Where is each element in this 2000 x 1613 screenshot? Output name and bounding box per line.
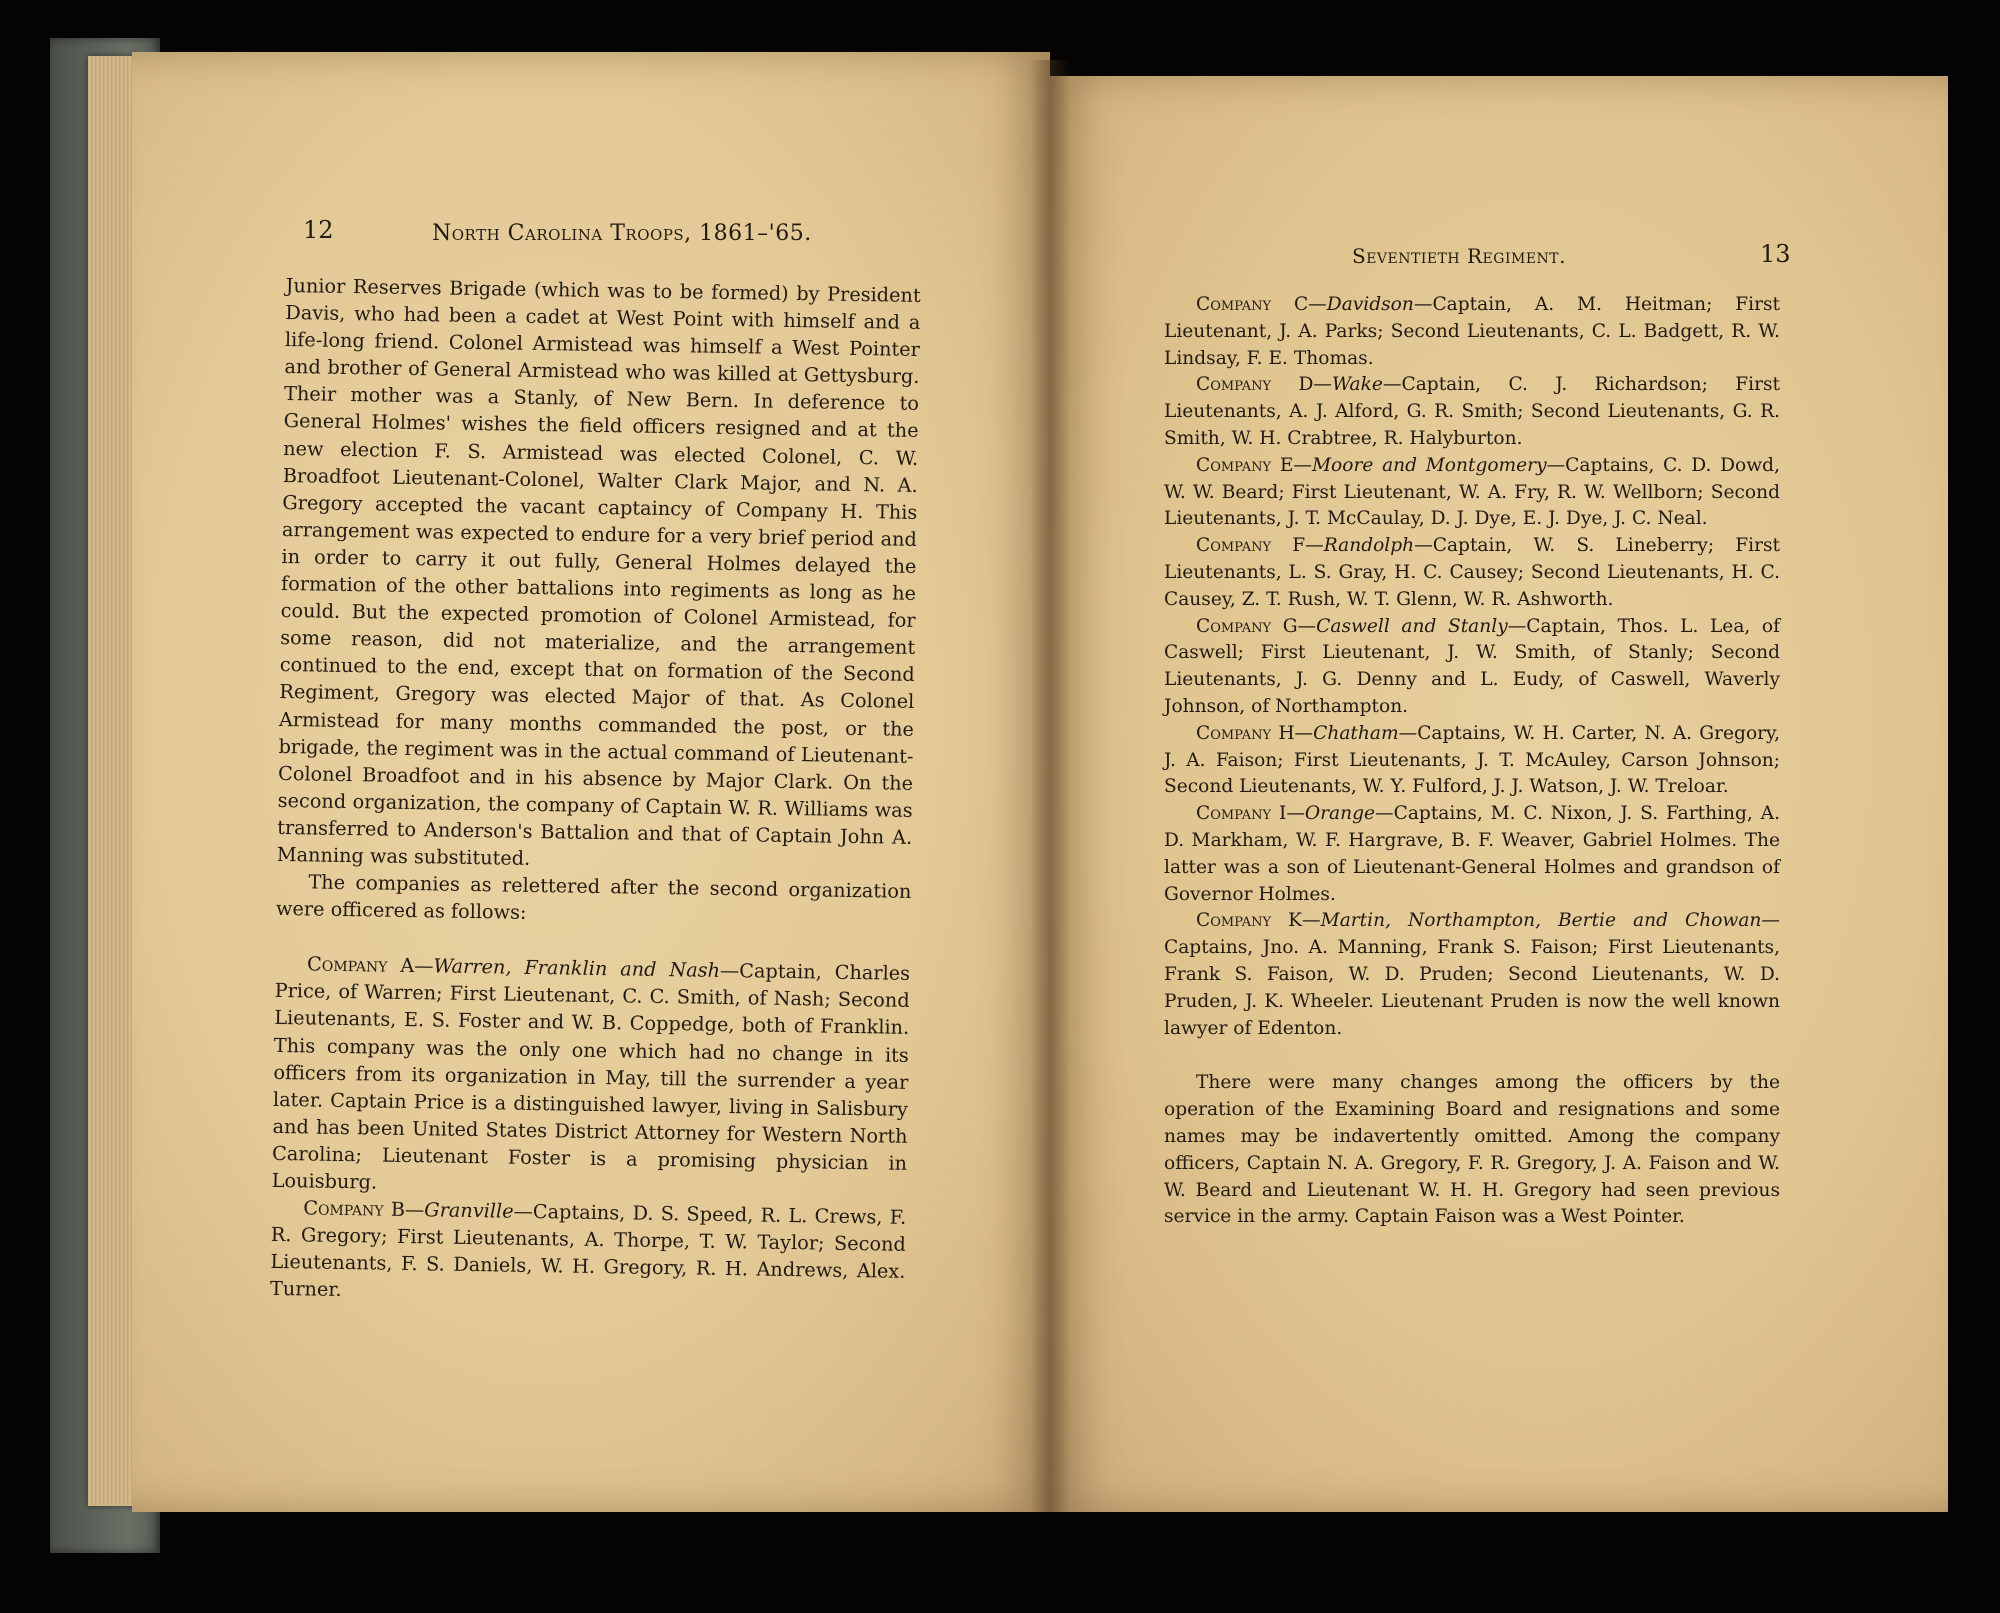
closing-paragraph: There were many changes among the officers by the operation of the Examining Board and resignations and some names may be indavertently omitted. Among the company officers, Captain N. A. Gregory, F. R. Gregory, J. A. Faison and W. W. Beard and Lieutenant W. H. H. Gregory had seen previous service in the army. Captain Faison was a West Pointer.	[1164, 1072, 1780, 1228]
company-county: Orange	[1304, 803, 1376, 825]
right-page-body	[1164, 292, 1780, 1231]
company-label: Company	[1196, 910, 1272, 932]
company-letter: E—	[1279, 454, 1313, 476]
company-label: Company	[1196, 722, 1272, 744]
company-county: Chatham	[1313, 722, 1399, 744]
company-county: Davidson	[1326, 294, 1414, 315]
company-entry-c	[1164, 292, 1780, 372]
company-letter: D—	[1298, 374, 1333, 396]
right-running-title: Seventieth Regiment.	[1352, 244, 1566, 268]
company-entry-a	[272, 950, 911, 1204]
company-officers: —Captains, M. C. Nixon, J. S. Farthing, A. D. Markham, W. F. Hargrave, B. F. Weaver, Gabriel Holmes. The latter was a son of Lieutenant-General Holmes and grandson of Governor Holmes.	[1164, 803, 1780, 905]
company-label: Company	[1196, 374, 1272, 396]
company-county: Moore and Montgomery	[1312, 454, 1547, 476]
company-entry-b	[270, 1194, 907, 1312]
paragraph: Junior Reserves Brigade (which was to be formed) by President Davis, who had been a cadet at West Point with himself and a life-long friend. Colonel Armistead was himself a West Pointer and brother of General Armistead who was killed at Gettysburg. Their mother was a Stanly, of New Bern. In deference to General Holmes' wishes the field officers resigned and at the new election F. S. Armistead was elected Colonel, C. W. Broadfoot Lieutenant-Colonel, Walter Clark Major, and N. A. Gregory accepted the vacant captaincy of Company H. This arrangement was expected to endure for a very brief period and in order to carry it out fully, General Holmes delayed the formation of the other battalions into regiments as long as he could. But the expected promotion of Colonel Armistead, for some reason, did not materialize, and the arrangement continued to the end, except that on formation of the Second Regiment, Gregory was elected Major of that. As Colonel Armistead for many months commanded the post, or the brigade, the regiment was in the actual command of Lieutenant-Colonel Broadfoot and in his absence by Major Clark. On the second organization, the company of Captain W. R. Williams was transferred to Anderson's Battalion and that of Captain John A. Manning was substituted.	[276, 273, 921, 870]
company-county: Caswell and Stanly	[1316, 615, 1508, 637]
company-entry-f	[1164, 533, 1780, 613]
company-county: Warren, Franklin and Nash	[433, 954, 721, 983]
company-county: Randolph	[1323, 535, 1415, 557]
company-letter: G—	[1282, 615, 1317, 637]
company-letter: B—	[390, 1197, 425, 1222]
company-label: Company	[1196, 615, 1272, 637]
company-label: Company	[303, 1196, 384, 1221]
company-officers: —Captains, C. D. Dowd, W. W. Beard; First Lieutenant, W. A. Fry, R. W. Wellborn; Second Lieutenants, J. T. McCaulay, D. J. Dye, E. J. Dye, J. C. Neal.	[1164, 454, 1780, 530]
company-officers: —Captain, Thos. L. Lea, of Caswell; First Lieutenant, J. W. Smith, of Stanly; Second Lieutenants, J. G. Denny and L. Eudy, of Caswell, Waverly Johnson, of Northampton.	[1164, 615, 1780, 717]
company-officers: —Captains, D. S. Speed, R. L. Crews, F. R. Gregory; First Lieutenants, A. Thorpe, T. W. Taylor; Second Lieutenants, F. S. Daniels, W. H. Gregory, R. H. Andrews, Alex. Turner.	[269, 1199, 907, 1302]
company-county: Martin, Northampton, Bertie and Chowan	[1320, 910, 1762, 932]
company-county: Granville	[424, 1198, 514, 1223]
company-label: Company	[1196, 803, 1272, 825]
company-entry-k	[1164, 908, 1780, 1042]
paragraph: The companies as relettered after the second organization were officered as follows:	[275, 870, 912, 925]
company-letter: A—	[400, 954, 434, 978]
company-officers: —Captain, Charles Price, of Warren; First Lieutenant, C. C. Smith, of Nash; Second Lieutenants, E. S. Foster and W. B. Coppedge, both of Franklin. This company was the only one which had no change in its officers from its organization in May, till the surrender a year later. Captain Price is a distinguished lawyer, living in Salisbury and has been United States District Attorney for Western North Carolina; Lieutenant Foster is a promising physician in Louisburg.	[271, 959, 911, 1194]
right-page-number: 13	[1760, 240, 1791, 268]
company-label: Company	[306, 952, 388, 977]
company-officers: —Captains, Jno. A. Manning, Frank S. Faison; First Lieutenants, Frank S. Faison, W. D. Pruden; Second Lieutenants, W. D. Pruden, J. K. Wheeler. Lieutenant Pruden is now the well known lawyer of Edenton.	[1164, 910, 1780, 1039]
company-letter: I—	[1278, 803, 1305, 825]
company-officers: —Captain, W. S. Lineberry; First Lieutenants, L. S. Gray, H. C. Causey; Second Lieutenants, H. C. Causey, Z. T. Rush, W. T. Glenn, W. R. Ashworth.	[1164, 535, 1780, 610]
company-officers: —Captain, C. J. Richardson; First Lieutenants, A. J. Alford, G. R. Smith; Second Lieutenants, G. R. Smith, W. H. Crabtree, R. Halyburton.	[1164, 374, 1780, 449]
company-entry-g	[1164, 614, 1780, 721]
left-page-body	[270, 272, 921, 1312]
left-running-title: North Carolina Troops, 1861–'65.	[432, 221, 812, 246]
company-entry-i	[1164, 801, 1780, 908]
company-letter: K—	[1288, 910, 1321, 932]
company-letter: C—	[1293, 294, 1327, 315]
company-entry-e	[1164, 453, 1780, 533]
company-label: Company	[1196, 294, 1272, 315]
company-entry-d	[1164, 372, 1780, 452]
company-county: Wake	[1332, 374, 1383, 396]
left-page-number: 12	[303, 216, 334, 244]
company-letter: F—	[1292, 535, 1324, 557]
company-label: Company	[1196, 454, 1272, 476]
company-officers: —Captain, A. M. Heitman; First Lieutenant, J. A. Parks; Second Lieutenants, C. L. Badgett, R. W. Lindsay, F. E. Thomas.	[1164, 294, 1780, 369]
company-entry-h	[1164, 721, 1780, 801]
company-letter: H—	[1278, 722, 1314, 744]
company-officers: —Captains, W. H. Carter, N. A. Gregory, J. A. Faison; First Lieutenants, J. T. McAuley, Carson Johnson; Second Lieutenants, W. Y. Fulford, J. J. Watson, J. W. Treloar.	[1164, 722, 1780, 798]
company-label: Company	[1196, 535, 1272, 557]
